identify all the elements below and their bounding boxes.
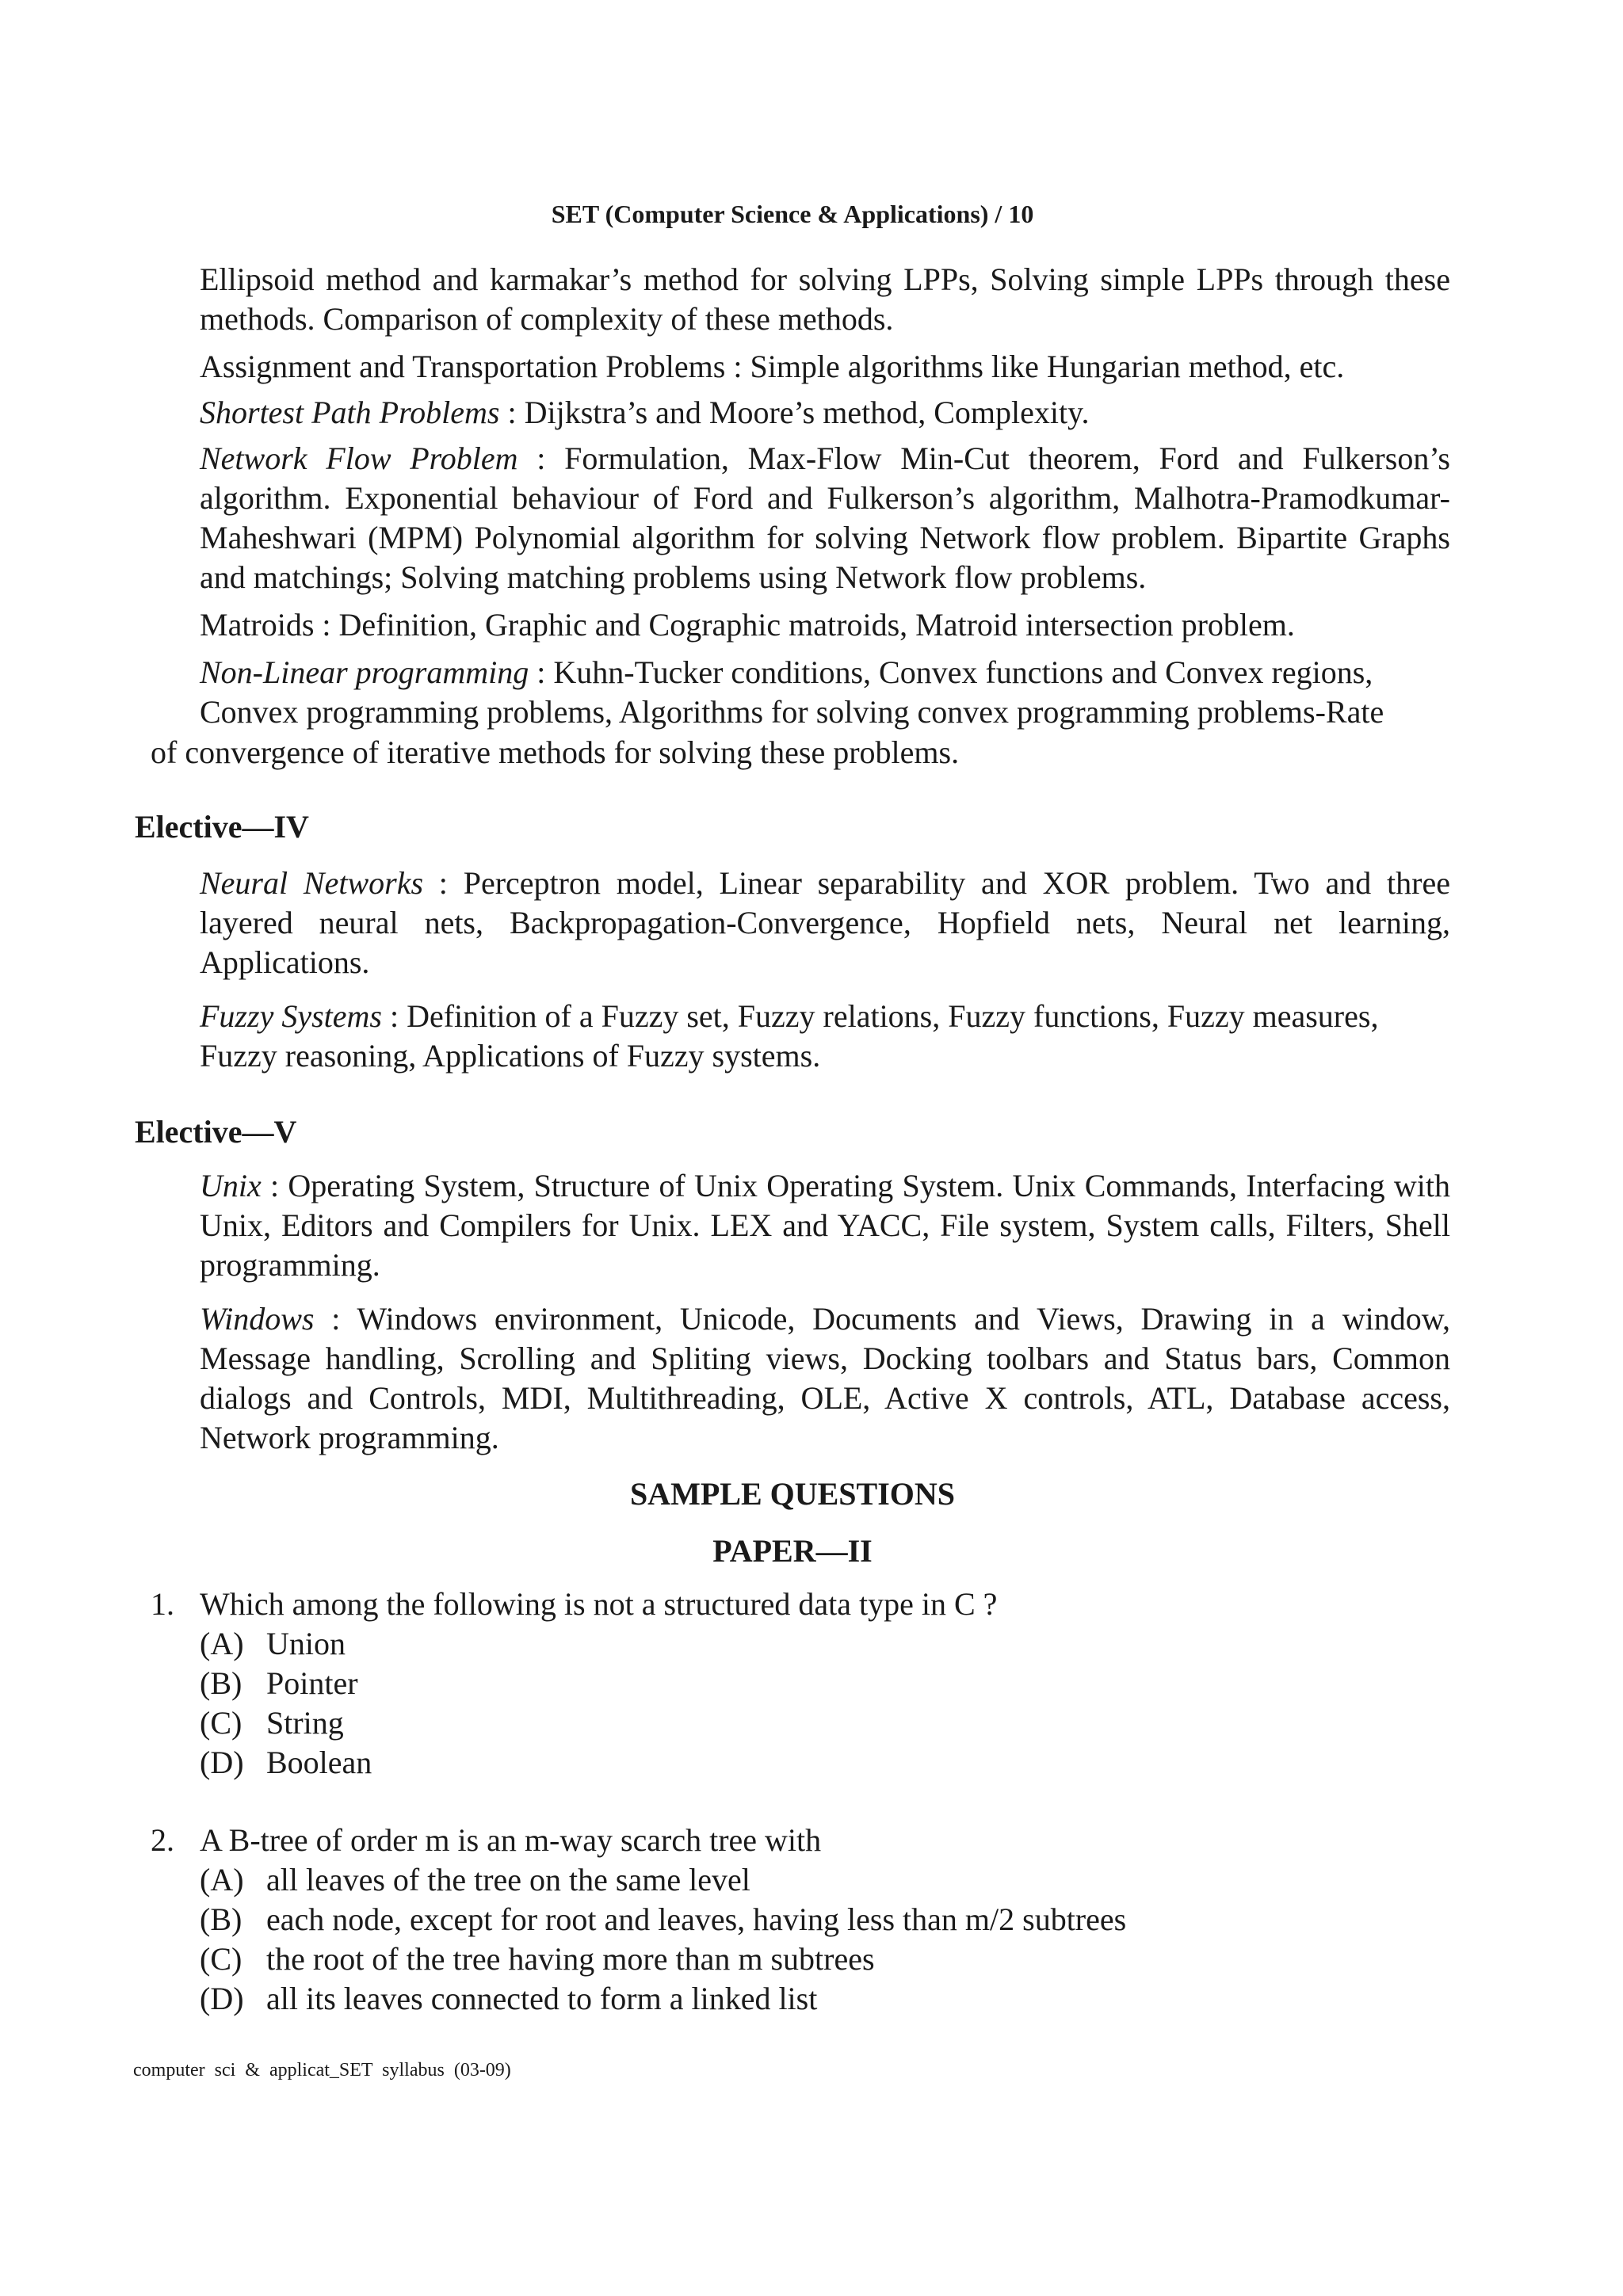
paragraph-nonlinear-line3: of convergence of iterative methods for solving these problems.	[151, 734, 960, 770]
paragraph-assignment: Assignment and Transportation Problems : Simple algorithms like Hungarian method, etc.	[200, 349, 1345, 384]
paragraph-fuzzy-systems	[200, 997, 1450, 1076]
option-label: (A)	[200, 1626, 244, 1661]
option-d	[200, 1979, 1450, 2019]
topic-title: Neural Networks	[200, 865, 424, 901]
topic-text: : Windows environment, Unicode, Documents and Views, Drawing in a window, Message handling, Scrolling and Spliting views, Docking toolbars and Status bars, Common dialogs and Controls, MDI, Multithreading, OLE, Active X controls, ATL, Database access, Network programming.	[200, 1301, 1450, 1455]
option-text: the root of the tree having more than m subtrees	[266, 1941, 875, 1977]
option-label: (B)	[200, 1665, 242, 1701]
page-footer: computer sci & applicat_SET syllabus (03-09)	[133, 2060, 511, 2081]
option-b	[200, 1664, 1450, 1703]
topic-title: Windows	[200, 1301, 315, 1337]
topic-title: Unix	[200, 1168, 262, 1203]
elective-iv-block	[200, 864, 1450, 1076]
paragraph-unix	[200, 1166, 1450, 1285]
topic-text: : Formulation, Max-Flow Min-Cut theorem, Ford and Fulkerson’s algorithm. Exponential behaviour of Ford and Fulkerson’s algorithm, Malhotra-Pramodkumar-Maheshwari (MPM) Polynomial algorithm for solving Network flow problem. Bipartite Graphs and matchings; Solving matching problems using Network flow problems.	[200, 441, 1450, 595]
intro-block	[200, 260, 1450, 732]
option-label: (D)	[200, 1745, 244, 1780]
question-stem	[151, 1585, 1450, 1624]
option-a	[200, 1624, 1450, 1664]
option-label: (D)	[200, 1981, 244, 2016]
option-label: (B)	[200, 1901, 242, 1937]
topic-title: Fuzzy Systems	[200, 998, 382, 1034]
paragraph-nonlinear-line2: Convex programming problems, Algorithms for solving convex programming problems-Rate	[200, 694, 1384, 730]
topic-title: Network Flow Problem	[200, 441, 518, 476]
option-label: (C)	[200, 1705, 242, 1741]
topic-text: : Definition of a Fuzzy set, Fuzzy relations, Fuzzy functions, Fuzzy measures, Fuzzy reasoning, Applications of Fuzzy systems.	[200, 998, 1379, 1074]
topic-text: : Operating System, Structure of Unix Operating System. Unix Commands, Interfacing with Unix, Editors and Compilers for Unix. LEX and YACC, File system, System calls, Filters, Shell programming.	[200, 1168, 1450, 1283]
option-label: (C)	[200, 1941, 242, 1977]
question-text: A B-tree of order m is an m-way scarch tree with	[200, 1822, 822, 1858]
option-text: each node, except for root and leaves, having less than m/2 subtrees	[266, 1901, 1127, 1937]
topic-text: : Dijkstra’s and Moore’s method, Complexity.	[499, 395, 1090, 430]
question-number: 2.	[151, 1822, 174, 1858]
heading-sample-questions: SAMPLE QUESTIONS	[629, 1476, 956, 1512]
heading-elective-iv: Elective—IV	[135, 809, 309, 845]
paragraph-network-flow	[200, 439, 1450, 597]
topic-title: Non-Linear programming	[200, 654, 529, 690]
paragraph-shortest-path	[200, 393, 1450, 433]
option-c	[200, 1703, 1450, 1743]
heading-paper-ii: PAPER—II	[712, 1533, 873, 1569]
option-a	[200, 1860, 1450, 1900]
paragraph-ellipsoid: Ellipsoid method and karmakar’s method for solving LPPs, Solving simple LPPs through these methods. Comparison of complexity of these methods.	[200, 261, 1450, 337]
question-text: Which among the following is not a structured data type in C ?	[200, 1586, 998, 1622]
option-c	[200, 1939, 1450, 1979]
paragraph-windows	[200, 1299, 1450, 1458]
option-label: (A)	[200, 1862, 244, 1897]
paragraph-matroids: Matroids : Definition, Graphic and Cographic matroids, Matroid intersection problem.	[200, 607, 1295, 643]
page-header: SET (Computer Science & Applications) / 10	[551, 200, 1034, 228]
question-2	[151, 1821, 1450, 2019]
option-d	[200, 1743, 1450, 1783]
option-text: Boolean	[266, 1745, 372, 1780]
option-text: all leaves of the tree on the same level	[266, 1862, 750, 1897]
option-text: String	[266, 1705, 344, 1741]
topic-text: : Kuhn-Tucker conditions, Convex functions and Convex regions,	[529, 654, 1373, 690]
question-number: 1.	[151, 1586, 174, 1622]
paragraph-neural-networks	[200, 864, 1450, 982]
question-stem	[151, 1821, 1450, 1860]
heading-elective-v: Elective—V	[135, 1114, 297, 1150]
question-1	[151, 1585, 1450, 1783]
option-b	[200, 1900, 1450, 1939]
paragraph-nonlinear	[200, 653, 1450, 692]
option-text: Union	[266, 1626, 346, 1661]
elective-v-block	[200, 1166, 1450, 1458]
topic-text: : Perceptron model, Linear separability and XOR problem. Two and three layered neural nets, Backpropagation-Convergence, Hopfield nets, Neural net learning, Applications.	[200, 865, 1450, 980]
topic-title: Shortest Path Problems	[200, 395, 500, 430]
option-text: all its leaves connected to form a linked list	[266, 1981, 818, 2016]
option-text: Pointer	[266, 1665, 358, 1701]
